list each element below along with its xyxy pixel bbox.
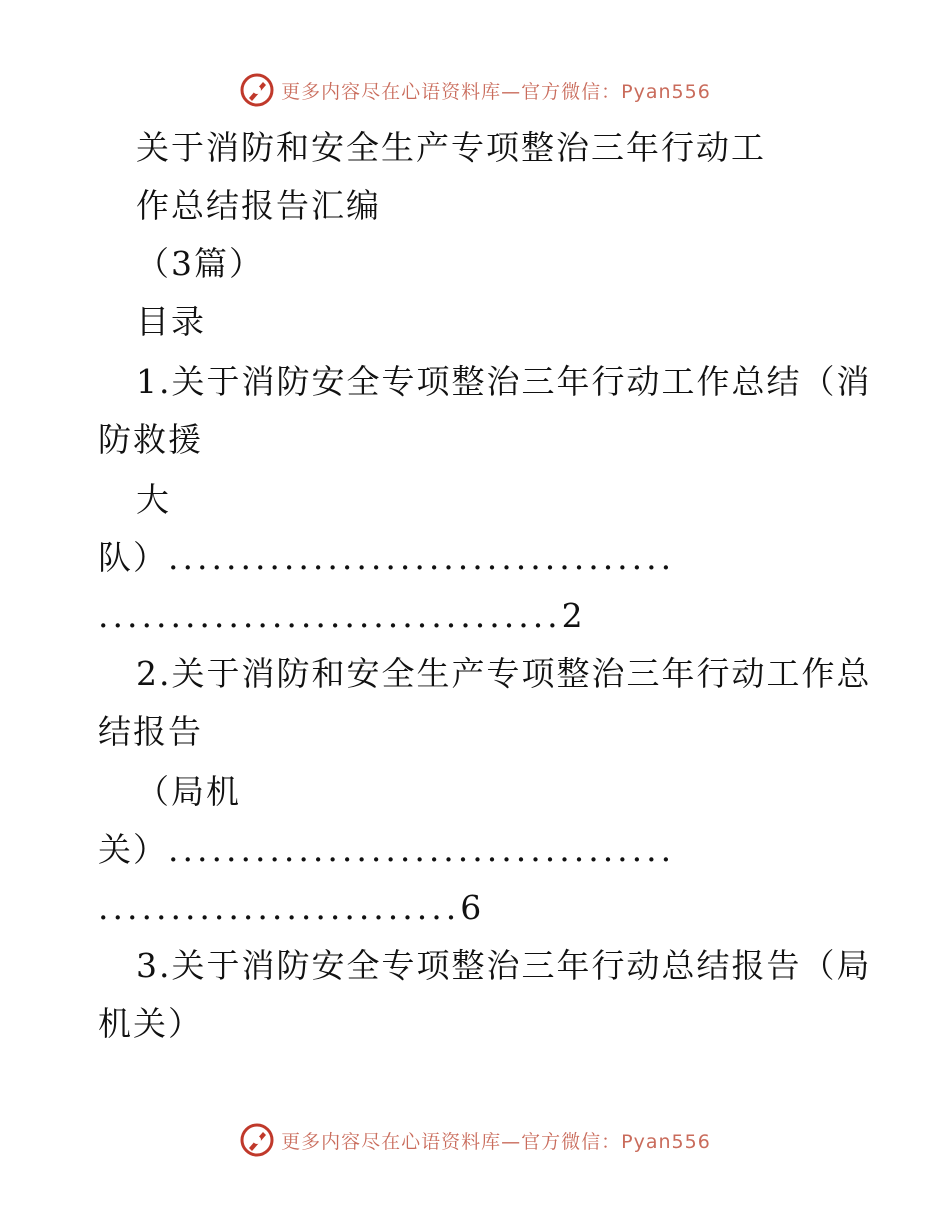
pen-logo-icon [239,1122,275,1158]
doc-title-line1: 关于消防和安全生产专项整治三年行动工 [136,128,766,167]
toc-entry-1-line2: 防救援 [98,420,203,459]
banner-text: 更多内容尽在心语资料库—官方微信：Pyan556 [281,80,711,103]
toc-entry-2-leader: ................................... [168,830,676,869]
toc-entry-3-line2: 机关） [98,1004,203,1043]
toc-entry-1-line3: 大 [136,480,171,519]
toc-entry-2-leader-2: ......................... [98,888,461,927]
toc-entry-1-leader-2: ................................ [98,596,562,635]
toc-entry-1-line5 [98,596,585,636]
toc-entry-2-line4 [98,830,675,870]
doc-title-line2: 作总结报告汇编 [136,186,381,225]
toc-entry-1-label: 队） [98,538,168,577]
toc-entry-3-line1: 3.关于消防安全专项整治三年行动总结报告（局 [136,946,872,985]
toc-entry-2-line1: 2.关于消防和安全生产专项整治三年行动工作总 [136,654,872,693]
toc-entry-2-line3: （局机 [136,772,241,811]
toc-entry-1-page: 2 [561,596,585,635]
toc-entry-1-line1: 1.关于消防安全专项整治三年行动工作总结（消 [136,362,872,401]
toc-entry-2-label: 关） [98,830,168,869]
toc-entry-1-line4 [98,538,675,578]
footer-banner [0,1120,950,1160]
toc-entry-2-page: 6 [460,888,484,927]
banner-text: 更多内容尽在心语资料库—官方微信：Pyan556 [281,1130,711,1153]
toc-entry-1-leader: ................................... [168,538,676,577]
doc-count: （3篇） [136,244,264,283]
toc-entry-2-line5 [98,888,483,928]
toc-entry-2-line2: 结报告 [98,712,203,751]
pen-logo-icon [239,72,275,108]
header-banner [0,70,950,110]
toc-heading: 目录 [136,302,206,341]
